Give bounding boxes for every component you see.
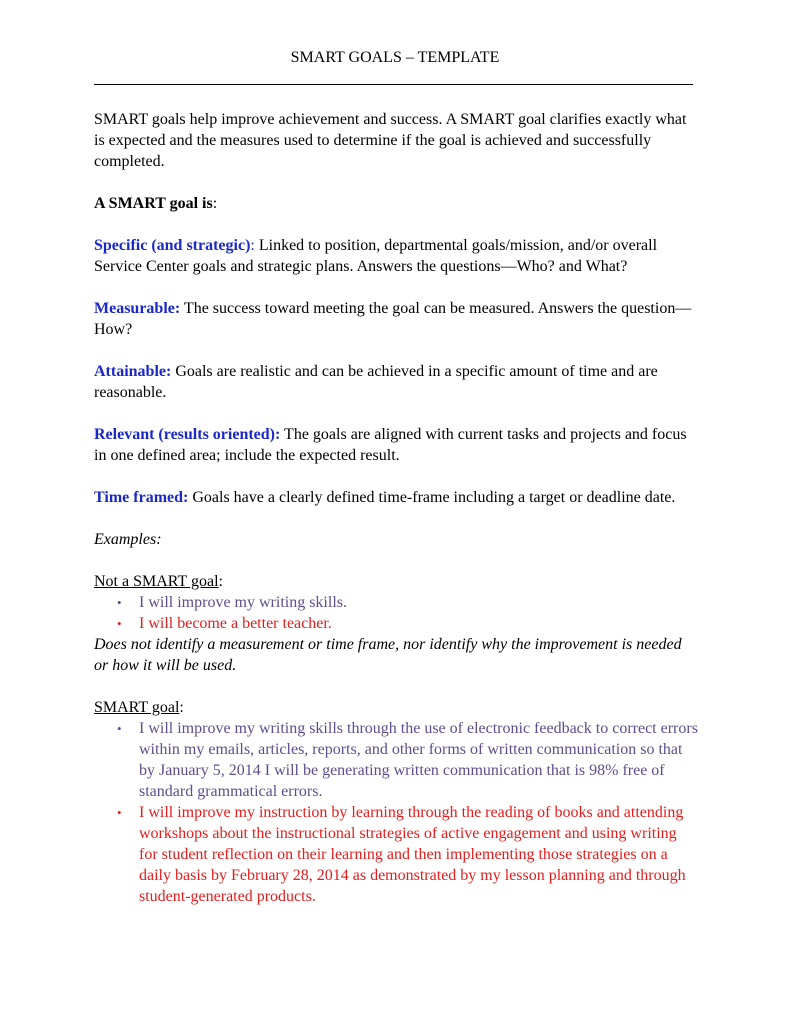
smart-goal-colon: : bbox=[179, 699, 184, 716]
definition-relevant bbox=[94, 424, 698, 466]
definition-text: Goals have a clearly defined time-frame including a target or deadline date. bbox=[188, 489, 676, 506]
intro-paragraph: SMART goals help improve achievement and success. A SMART goal clarifies exactly what is expected and the measures used to determine if the goal is achieved and successfully completed. bbox=[94, 111, 687, 170]
list-item-text: I will improve my writing skills. bbox=[139, 594, 347, 611]
not-smart-colon: : bbox=[218, 573, 223, 590]
definition-time-framed bbox=[94, 487, 698, 508]
definition-specific bbox=[94, 235, 698, 277]
definition-text: Goals are realistic and can be achieved in a specific amount of time and are reasonable. bbox=[94, 363, 658, 401]
bullet-icon: • bbox=[117, 595, 122, 610]
smart-heading-label: A SMART goal is bbox=[94, 195, 213, 212]
definition-text: The goals are aligned with current tasks and projects and focus in one defined area; include the expected result. bbox=[94, 426, 687, 464]
definition-label: Relevant (results oriented): bbox=[94, 426, 281, 443]
bullet-icon: • bbox=[117, 805, 122, 820]
page-title: SMART GOALS – TEMPLATE bbox=[290, 49, 500, 66]
definition-text: Linked to position, departmental goals/mission, and/or overall Service Center goals and strategic plans. Answers the questions—Who? and What? bbox=[94, 237, 658, 275]
not-smart-note: Does not identify a measurement or time frame, nor identify why the improvement is needed or how it will be used. bbox=[94, 636, 682, 674]
smart-goal-heading bbox=[94, 697, 698, 718]
list-item bbox=[94, 802, 698, 907]
definition-label: Attainable: bbox=[94, 363, 172, 380]
not-smart-heading bbox=[94, 571, 698, 592]
definition-label: Measurable: bbox=[94, 300, 181, 317]
smart-goal-list bbox=[94, 718, 698, 907]
smart-goal-label: SMART goal bbox=[94, 699, 180, 716]
definition-measurable bbox=[94, 298, 698, 340]
definition-attainable bbox=[94, 361, 698, 403]
definition-sep: : bbox=[250, 237, 255, 254]
list-item bbox=[94, 718, 698, 802]
list-item bbox=[94, 592, 698, 613]
list-item-text: I will improve my instruction by learning through the reading of books and attending workshops about the instructional strategies of active engagement and using writing for student reflection on their learning and then implementing those strategies on a daily basis by February 28, 2014 as demonstrated by my lesson planning and through student-generated products. bbox=[139, 804, 686, 905]
definition-label: Time framed: bbox=[94, 489, 189, 506]
examples-label: Examples: bbox=[94, 531, 162, 548]
smart-heading bbox=[94, 193, 698, 214]
list-item-text: I will improve my writing skills through the use of electronic feedback to correct errors within my emails, articles, reports, and other forms of written communication so that by January 5, 2014 I will be generating written communication that is 98% free of standard grammatical errors. bbox=[139, 720, 698, 800]
definition-label: Specific (and strategic) bbox=[94, 237, 251, 254]
definition-text: The success toward meeting the goal can be measured. Answers the question—How? bbox=[94, 300, 692, 338]
document-body bbox=[94, 109, 698, 907]
bullet-icon: • bbox=[117, 721, 122, 736]
list-item-text: I will become a better teacher. bbox=[139, 615, 332, 632]
not-smart-label: Not a SMART goal bbox=[94, 573, 219, 590]
bullet-icon: • bbox=[117, 616, 122, 631]
not-smart-list bbox=[94, 592, 698, 634]
list-item bbox=[94, 613, 698, 634]
smart-heading-colon: : bbox=[212, 195, 218, 212]
title-divider bbox=[94, 84, 693, 85]
